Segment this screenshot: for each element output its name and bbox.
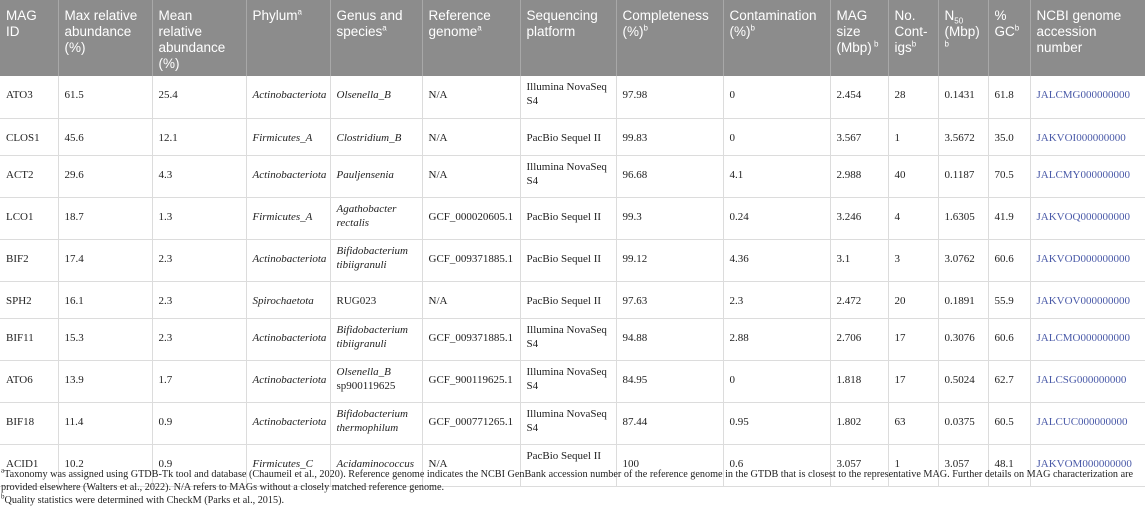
col-ref: Reference genome$^a$ [422, 0, 520, 76]
cell-gc: 62.7 [988, 360, 1030, 402]
cell-gc: 60.5 [988, 402, 1030, 444]
table-row [0, 402, 1145, 444]
col-phylum: Phylum$^a$ [246, 0, 330, 76]
cell-genus [330, 318, 422, 360]
cell-genus [330, 118, 422, 155]
cell-n50: 0.1431 [938, 76, 988, 118]
table-row [0, 318, 1145, 360]
header-row [0, 0, 1145, 76]
cell-ncbi[interactable]: JAKVOD000000000 [1030, 239, 1145, 281]
cell-max-rel: 15.3 [58, 318, 152, 360]
cell-mag-id: SPH2 [0, 281, 58, 318]
cell-ref: N/A [422, 76, 520, 118]
cell-phylum: Firmicutes_A [246, 118, 330, 155]
cell-ref: GCF_009371885.1 [422, 318, 520, 360]
genus-name: Bifidobacterium tibiigranuli [336, 323, 408, 350]
cell-mag-size: 2.454 [830, 76, 888, 118]
cell-platform: Illumina NovaSeq S4 [520, 318, 616, 360]
cell-completeness: 99.83 [616, 118, 723, 155]
cell-ref: GCF_900119625.1 [422, 360, 520, 402]
cell-genus [330, 155, 422, 197]
cell-completeness: 100 [616, 444, 723, 486]
cell-mag-size: 3.1 [830, 239, 888, 281]
cell-n50: 0.1891 [938, 281, 988, 318]
cell-mag-size: 3.057 [830, 444, 888, 486]
cell-platform: Illumina NovaSeq S4 [520, 402, 616, 444]
cell-mag-size: 2.706 [830, 318, 888, 360]
species-name: sp900119625 [336, 379, 396, 392]
species-name: RUG023 [336, 294, 377, 307]
cell-mag-id: ACT2 [0, 155, 58, 197]
genus-name: Olsenella_B [336, 89, 391, 101]
table-body [0, 76, 1145, 486]
cell-genus [330, 402, 422, 444]
cell-platform: PacBio Sequel II [520, 118, 616, 155]
cell-ref: N/A [422, 281, 520, 318]
cell-contigs: 3 [888, 239, 938, 281]
cell-contamination: 0 [723, 76, 830, 118]
cell-contigs: 1 [888, 118, 938, 155]
cell-n50: 0.5024 [938, 360, 988, 402]
cell-max-rel: 13.9 [58, 360, 152, 402]
genus-name: Clostridium_B [336, 131, 402, 144]
genus-name: Pauljensenia [336, 168, 394, 181]
cell-ncbi[interactable]: JALCMO000000000 [1030, 318, 1145, 360]
cell-mean-rel: 12.1 [152, 118, 246, 155]
cell-mag-id: BIF18 [0, 402, 58, 444]
genus-name: Acidaminococcus [336, 457, 415, 470]
genus-name: Bifidobacterium thermophilum [336, 407, 408, 434]
cell-ref: N/A [422, 118, 520, 155]
cell-mean-rel: 0.9 [152, 444, 246, 486]
cell-max-rel: 11.4 [58, 402, 152, 444]
cell-phylum: Spirochaetota [246, 281, 330, 318]
cell-mag-size: 3.246 [830, 197, 888, 239]
col-ncbi: NCBI genome accession number [1030, 0, 1145, 76]
cell-genus [330, 360, 422, 402]
cell-mean-rel: 4.3 [152, 155, 246, 197]
cell-completeness: 87.44 [616, 402, 723, 444]
cell-mean-rel: 25.4 [152, 76, 246, 118]
col-n50: $N_{50}$ (Mbp) $^b$ [938, 0, 988, 76]
cell-mag-id: ATO6 [0, 360, 58, 402]
genus-name: Bifidobacterium tibiigranuli [336, 244, 408, 271]
cell-ref: GCF_009371885.1 [422, 239, 520, 281]
table-row [0, 239, 1145, 281]
cell-ncbi[interactable]: JAKVOQ000000000 [1030, 197, 1145, 239]
cell-max-rel: 18.7 [58, 197, 152, 239]
cell-gc: 55.9 [988, 281, 1030, 318]
col-mag-id: MAG ID [0, 0, 58, 76]
cell-contamination: 0.6 [723, 444, 830, 486]
cell-mean-rel: 2.3 [152, 281, 246, 318]
cell-n50: 0.1187 [938, 155, 988, 197]
cell-phylum: Actinobacteriota [246, 155, 330, 197]
cell-phylum: Actinobacteriota [246, 239, 330, 281]
cell-mag-id: CLOS1 [0, 118, 58, 155]
cell-max-rel: 16.1 [58, 281, 152, 318]
cell-ncbi[interactable]: JALCMG000000000 [1030, 76, 1145, 118]
cell-n50: 0.0375 [938, 402, 988, 444]
cell-max-rel: 10.2 [58, 444, 152, 486]
cell-mag-id: LCO1 [0, 197, 58, 239]
cell-contamination: 0.95 [723, 402, 830, 444]
cell-ref: GCF_000771265.1 [422, 402, 520, 444]
cell-ref: N/A [422, 444, 520, 486]
cell-genus [330, 197, 422, 239]
cell-completeness: 84.95 [616, 360, 723, 402]
cell-completeness: 99.3 [616, 197, 723, 239]
cell-gc: 61.8 [988, 76, 1030, 118]
col-mag-size: MAG size (Mbp) $^b$ [830, 0, 888, 76]
cell-gc: 70.5 [988, 155, 1030, 197]
cell-max-rel: 29.6 [58, 155, 152, 197]
table-footnotes [0, 468, 1140, 507]
cell-contamination: 4.36 [723, 239, 830, 281]
table-row [0, 281, 1145, 318]
cell-ncbi[interactable]: JAKVOI000000000 [1030, 118, 1145, 155]
cell-platform: Illumina NovaSeq S4 [520, 360, 616, 402]
cell-contigs: 28 [888, 76, 938, 118]
cell-n50: 1.6305 [938, 197, 988, 239]
col-mean-rel: Mean relative abundance (%) [152, 0, 246, 76]
col-max-rel: Max relative abundance (%) [58, 0, 152, 76]
cell-contigs: 20 [888, 281, 938, 318]
cell-phylum: Actinobacteriota [246, 318, 330, 360]
cell-n50: 3.057 [938, 444, 988, 486]
cell-platform: PacBio Sequel II [520, 281, 616, 318]
cell-gc: 60.6 [988, 239, 1030, 281]
col-platform: Sequencing platform [520, 0, 616, 76]
cell-contamination: 2.3 [723, 281, 830, 318]
cell-platform: PacBio Sequel II [520, 239, 616, 281]
cell-contamination: 0.24 [723, 197, 830, 239]
cell-contigs: 17 [888, 318, 938, 360]
table-row [0, 76, 1145, 118]
cell-mean-rel: 1.7 [152, 360, 246, 402]
cell-contigs: 17 [888, 360, 938, 402]
table-row [0, 155, 1145, 197]
cell-ref: GCF_000020605.1 [422, 197, 520, 239]
cell-ref: N/A [422, 155, 520, 197]
cell-contamination: 4.1 [723, 155, 830, 197]
cell-gc: 35.0 [988, 118, 1030, 155]
cell-contamination: 2.88 [723, 318, 830, 360]
cell-gc: 48.1 [988, 444, 1030, 486]
cell-ncbi[interactable]: JALCUC000000000 [1030, 402, 1145, 444]
cell-ncbi[interactable]: JALCSG000000000 [1030, 360, 1145, 402]
cell-mag-id: BIF11 [0, 318, 58, 360]
cell-ncbi[interactable]: JAKVOV000000000 [1030, 281, 1145, 318]
cell-completeness: 97.98 [616, 76, 723, 118]
table-row [0, 360, 1145, 402]
cell-max-rel: 61.5 [58, 76, 152, 118]
cell-platform: PacBio Sequel II [520, 197, 616, 239]
col-completeness: Completeness (%)$^b$ [616, 0, 723, 76]
cell-mag-size: 1.802 [830, 402, 888, 444]
cell-contigs: 40 [888, 155, 938, 197]
cell-contigs: 4 [888, 197, 938, 239]
cell-contamination: 0 [723, 360, 830, 402]
footnote-b: $^b$Quality statistics were determined with CheckM (Parks et al., 2015). [1, 492, 285, 506]
genus-name: Olsenella_B [336, 365, 391, 378]
cell-genus [330, 76, 422, 118]
cell-platform: Illumina NovaSeq S4 [520, 76, 616, 118]
cell-mag-size: 1.818 [830, 360, 888, 402]
cell-completeness: 96.68 [616, 155, 723, 197]
cell-mag-size: 2.988 [830, 155, 888, 197]
cell-mag-size: 2.472 [830, 281, 888, 318]
cell-completeness: 94.88 [616, 318, 723, 360]
cell-mag-id: ATO3 [0, 76, 58, 118]
cell-mag-size: 3.567 [830, 118, 888, 155]
cell-n50: 0.3076 [938, 318, 988, 360]
cell-platform: Illumina NovaSeq S4 [520, 155, 616, 197]
cell-gc: 41.9 [988, 197, 1030, 239]
col-contamination: Contamination (%)$^b$ [723, 0, 830, 76]
footnote-a: $^a$Taxonomy was assigned using GTDB-Tk tool and database (Chaumeil et al., 2020). Reference genome indicates the NCBI GenBank accession number of the reference genome in the GTDB that is closest to the representative MAG. Further details on MAG characterization are provided elsewhere (Walters et al., 2022). N/A refers to MAGs without a closely matched reference genome. [1, 466, 1134, 493]
cell-phylum: Firmicutes_A [246, 197, 330, 239]
col-genus: Genus and species$^a$ [330, 0, 422, 76]
cell-phylum: Firmicutes_C [246, 444, 330, 486]
table-row [0, 118, 1145, 155]
cell-ncbi[interactable]: JAKVOM000000000 [1030, 444, 1145, 486]
cell-n50: 3.0762 [938, 239, 988, 281]
cell-gc: 60.6 [988, 318, 1030, 360]
cell-mean-rel: 1.3 [152, 197, 246, 239]
cell-max-rel: 45.6 [58, 118, 152, 155]
cell-mag-id: BIF2 [0, 239, 58, 281]
cell-mean-rel: 2.3 [152, 318, 246, 360]
cell-genus [330, 239, 422, 281]
cell-contigs: 63 [888, 402, 938, 444]
cell-mean-rel: 2.3 [152, 239, 246, 281]
genus-name: Agathobacter rectalis [336, 202, 397, 229]
cell-n50: 3.5672 [938, 118, 988, 155]
cell-phylum: Actinobacteriota [246, 360, 330, 402]
cell-platform: PacBio Sequel II [520, 444, 616, 486]
cell-ncbi[interactable]: JALCMY000000000 [1030, 155, 1145, 197]
cell-mag-id: ACID1 [0, 444, 58, 486]
table-row [0, 197, 1145, 239]
cell-mean-rel: 0.9 [152, 402, 246, 444]
cell-completeness: 99.12 [616, 239, 723, 281]
col-contigs: No. Cont-igs$^b$ [888, 0, 938, 76]
cell-completeness: 97.63 [616, 281, 723, 318]
cell-contamination: 0 [723, 118, 830, 155]
cell-phylum: Actinobacteriota [246, 76, 330, 118]
col-gc: % $GC^b$ [988, 0, 1030, 76]
cell-max-rel: 17.4 [58, 239, 152, 281]
cell-contigs: 1 [888, 444, 938, 486]
cell-genus [330, 281, 422, 318]
cell-phylum: Actinobacteriota [246, 402, 330, 444]
